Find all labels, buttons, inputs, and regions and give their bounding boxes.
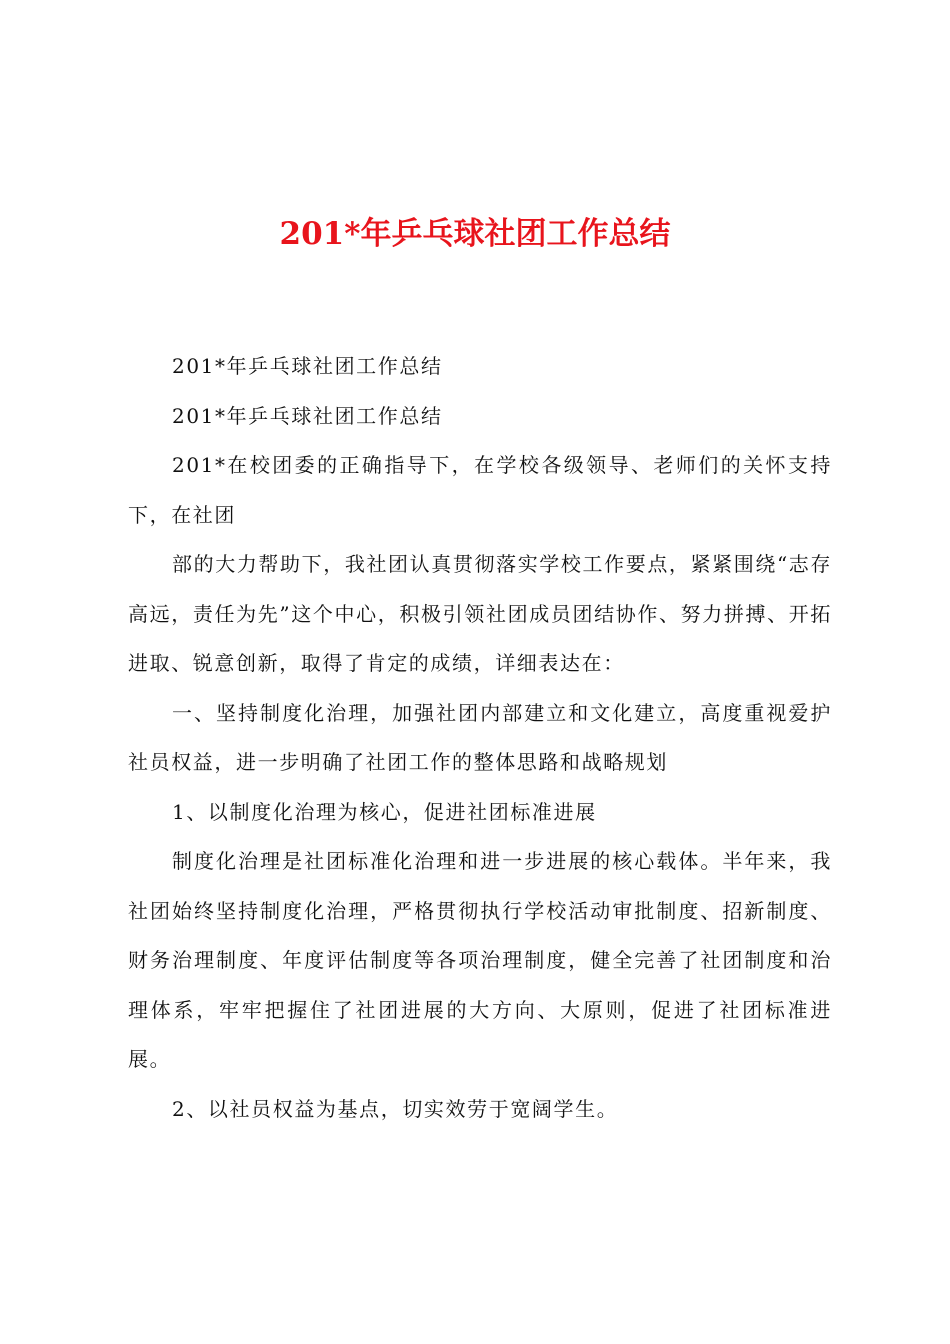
paragraph-item-2: 2、以社员权益为基点，切实效劳于宽阔学生。 [172, 1096, 619, 1121]
paragraph-heading-repeat-2: 201*年乒乓球社团工作总结 [172, 403, 443, 428]
document-title: 201*年乒乓球社团工作总结 [279, 216, 671, 252]
paragraph-item-1: 1、以制度化治理为核心，促进社团标准进展 [172, 799, 597, 824]
paragraph-item-1-body: 制度化治理是社团标准化治理和进一步进展的核心载体。半年来，我社团始终坚持制度化治理，严格贯彻执行学校活动审批制度、招新制度、财务治理制度、年度评估制度等各项治理制度，健全完善了社团制度和治理体系，牢牢把握住了社团进展的大方向、大原则，促进了社团标准进展。 [128, 849, 832, 1071]
paragraph-intro-continued: 部的大力帮助下，我社团认真贯彻落实学校工作要点，紧紧围绕“志存高远，责任为先”这个中心，积极引领社团成员团结协作、努力拼搏、开拓进取、锐意创新，取得了肯定的成绩，详细表达在： [128, 552, 832, 675]
paragraph-section-1: 一、坚持制度化治理，加强社团内部建立和文化建立，高度重视爱护社员权益，进一步明确了社团工作的整体思路和战略规划 [128, 700, 832, 774]
paragraph-intro: 201*在校团委的正确指导下，在学校各级领导、老师们的关怀支持下，在社团 [128, 453, 832, 527]
document-body [128, 342, 832, 1134]
paragraph-heading-repeat-1: 201*年乒乓球社团工作总结 [172, 354, 443, 378]
